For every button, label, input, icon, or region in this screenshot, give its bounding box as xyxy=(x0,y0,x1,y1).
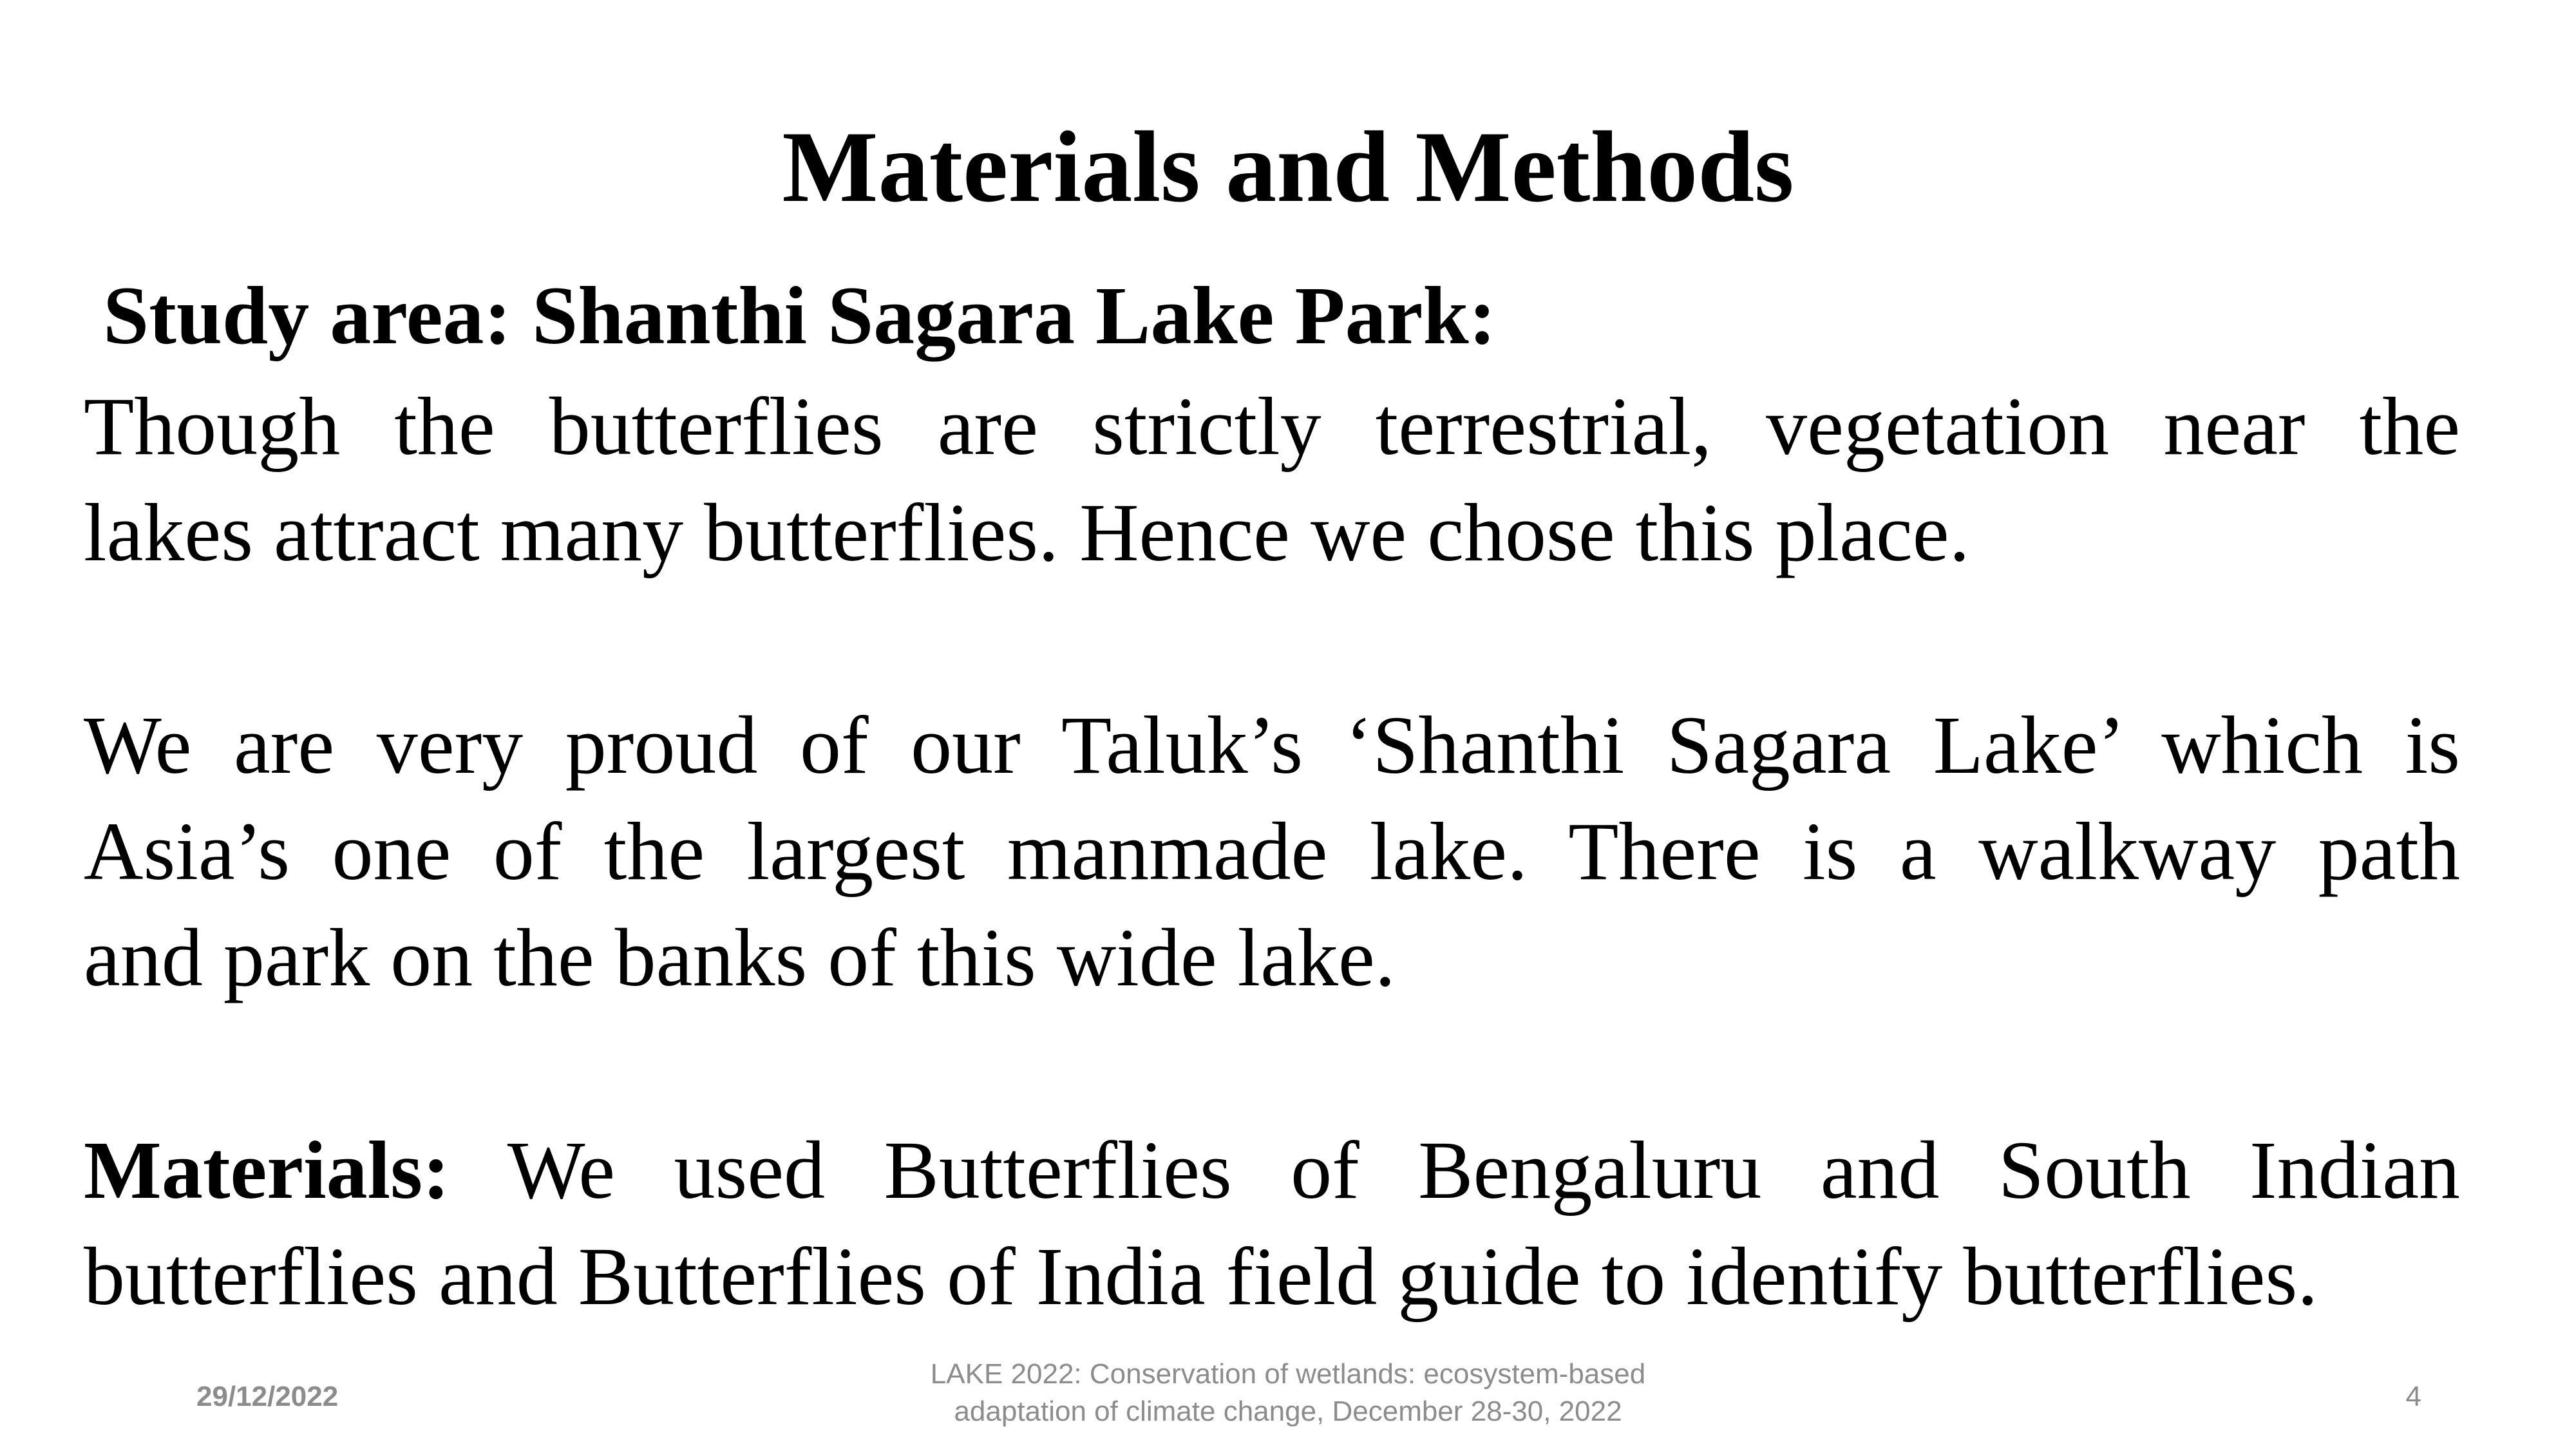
paragraph-line xyxy=(84,1117,2460,1224)
footer-conference-line: LAKE 2022: Conservation of wetlands: ecosystem-based xyxy=(930,1358,1646,1390)
paragraph-line: Though the butterflies are strictly terrestrial, vegetation near the xyxy=(84,381,2460,472)
materials-text: We used Butterflies of Bengaluru and South Indian xyxy=(450,1124,2460,1216)
materials-label: Materials: xyxy=(84,1124,450,1216)
paragraph-materials xyxy=(84,1117,2460,1330)
paragraph-line: butterflies and Butterflies of India field guide to identify butterflies. xyxy=(84,1231,2318,1322)
footer-conference-line: adaptation of climate change, December 28-30, 2022 xyxy=(954,1396,1622,1427)
paragraph-lake-description xyxy=(84,692,2460,1011)
slide-title: Materials and Methods xyxy=(782,111,1794,223)
paragraph-line: Asia’s one of the largest manmade lake. There is a walkway path xyxy=(84,806,2460,897)
paragraph-line: lakes attract many butterflies. Hence we chose this place. xyxy=(84,487,1970,578)
study-area-heading: Study area: Shanthi Sagara Lake Park: xyxy=(103,270,1497,361)
footer-date: 29/12/2022 xyxy=(196,1381,339,1412)
paragraph-line: and park on the banks of this wide lake. xyxy=(84,912,1396,1003)
paragraph-line: We are very proud of our Taluk’s ‘Shanthi Sagara Lake’ which is xyxy=(84,699,2460,791)
paragraph-study-area xyxy=(84,374,2460,586)
footer-conference-info xyxy=(805,1356,1771,1430)
footer-page-number: 4 xyxy=(2405,1381,2421,1412)
